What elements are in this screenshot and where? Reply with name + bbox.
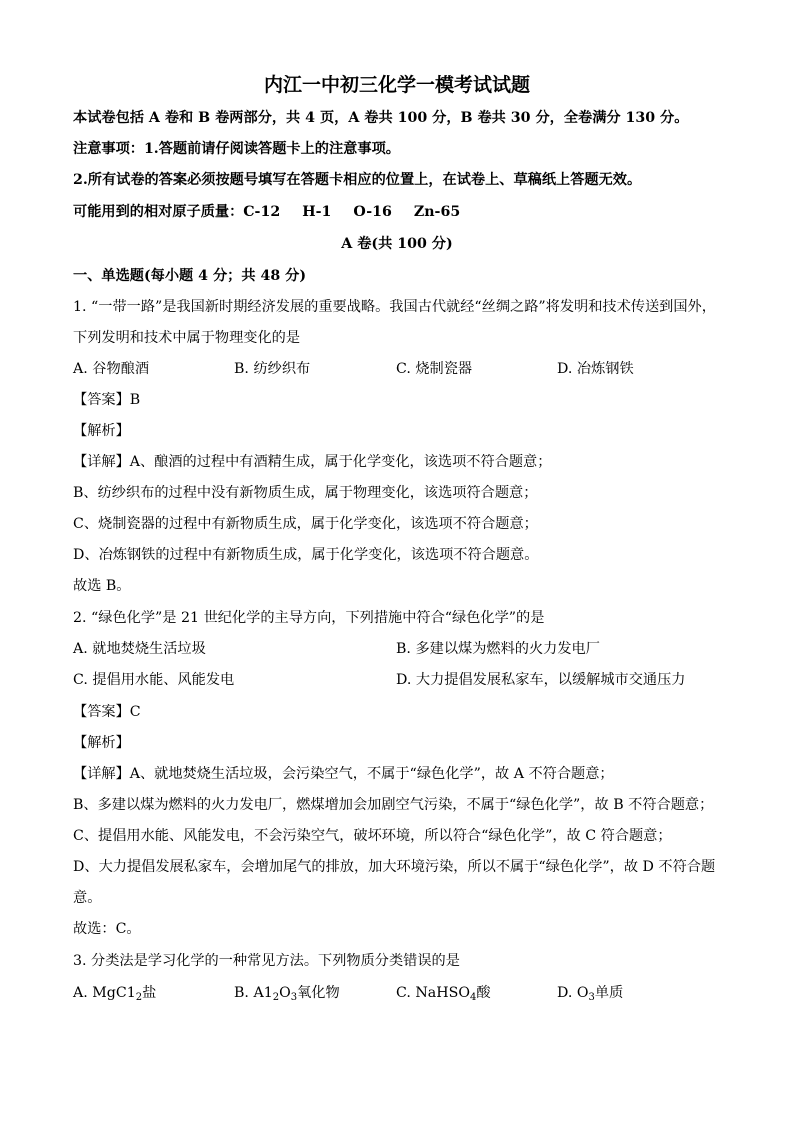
q1-detail-2: B、纺纱织布的过程中没有新物质生成，属于物理变化，该选项符合题意； (73, 485, 538, 501)
intro-line-1: 本试卷包括 A 卷和 B 卷两部分，共 4 页，A 卷共 100 分，B 卷共 30 分，全卷满分 130 分。 (73, 110, 689, 126)
q2-detail-4: D、大力提倡发展私家车，会增加尾气的排放，加大环境污染，所以不属于“绿色化学”，故 D 不符合题 (73, 859, 716, 875)
mass-zn: Zn-65 (413, 204, 461, 220)
atomic-mass-line (73, 202, 460, 222)
q1-conclusion: 故选 B。 (73, 578, 131, 594)
q2-option-c: C. 提倡用水能、风能发电 (73, 672, 235, 688)
q2-answer: 【答案】C (73, 704, 141, 720)
q2-option-b: B. 多建以煤为燃料的火力发电厂 (396, 641, 600, 657)
q3-option-c: C. NaHSO$_4$酸 (396, 985, 491, 1003)
intro-line-3: 2.所有试卷的答案必须按题号填写在答题卡相应的位置上，在试卷上、草稿纸上答题无效。 (73, 172, 642, 188)
part1-heading: 一、单选题(每小题 4 分；共 48 分) (73, 268, 307, 284)
q2-detail-4-cont: 意。 (73, 890, 102, 906)
q1-option-c: C. 烧制瓷器 (396, 361, 473, 377)
q2-detail-2: B、多建以煤为燃料的火力发电厂，燃煤增加会加剧空气污染，不属于“绿色化学”，故 B 不符合题意； (73, 797, 714, 813)
q2-option-d: D. 大力提倡发展私家车，以缓解城市交通压力 (396, 672, 686, 688)
q1-stem-1: 1. “一带一路”是我国新时期经济发展的重要战略。我国古代就经“丝绸之路”将发明和技术传送到国外， (73, 299, 716, 315)
q2-analysis: 【解析】 (73, 735, 130, 751)
q1-stem-2: 下列发明和技术中属于物理变化的是 (73, 330, 301, 346)
q1-option-b: B. 纺纱织布 (234, 361, 311, 377)
q2-conclusion: 故选：C。 (73, 921, 141, 937)
q3-option-d: D. $O_3$单质 (557, 985, 624, 1003)
intro-notice: 注意事项：1.答题前请仔阅读答题卡上的注意事项。 (73, 141, 400, 157)
atomic-mass-label: 可能用到的相对原子质量： (73, 204, 244, 220)
q1-analysis: 【解析】 (73, 423, 130, 439)
q1-detail-3: C、烧制瓷器的过程中有新物质生成，属于化学变化，该选项不符合题意； (73, 516, 538, 532)
q2-option-a: A. 就地焚烧生活垃圾 (73, 641, 206, 657)
q2-detail-1: 【详解】A、就地焚烧生活垃圾，会污染空气，不属于“绿色化学”，故 A 不符合题意； (73, 766, 614, 782)
mass-h: H-1 (302, 204, 332, 220)
q3-option-b: B. $A1_2O_3$氧化物 (234, 985, 340, 1003)
q2-stem: 2. “绿色化学”是 21 世纪化学的主导方向，下列措施中符合“绿色化学”的是 (73, 610, 545, 626)
q1-detail-1: 【详解】A、酿酒的过程中有酒精生成，属于化学变化，该选项不符合题意； (73, 454, 552, 470)
q1-option-d: D. 冶炼钢铁 (557, 361, 634, 377)
q1-option-a: A. 谷物酿酒 (73, 361, 150, 377)
q3-stem: 3. 分类法是学习化学的一种常见方法。下列物质分类错误的是 (73, 953, 460, 969)
q2-detail-3: C、提倡用水能、风能发电，不会污染空气，破坏环境，所以符合“绿色化学”，故 C 符合题意； (73, 828, 672, 844)
exam-title: 内江一中初三化学一模考试试题 (263, 74, 530, 96)
mass-o: O-16 (353, 204, 392, 220)
q3-option-a: A. $MgC1_2$盐 (73, 985, 157, 1003)
q1-answer: 【答案】B (73, 392, 141, 408)
mass-c: C-12 (243, 204, 281, 220)
q1-detail-4: D、冶炼钢铁的过程中有新物质生成，属于化学变化，该选项不符合题意。 (73, 547, 539, 563)
section-a-heading: A 卷(共 100 分) (341, 236, 453, 252)
